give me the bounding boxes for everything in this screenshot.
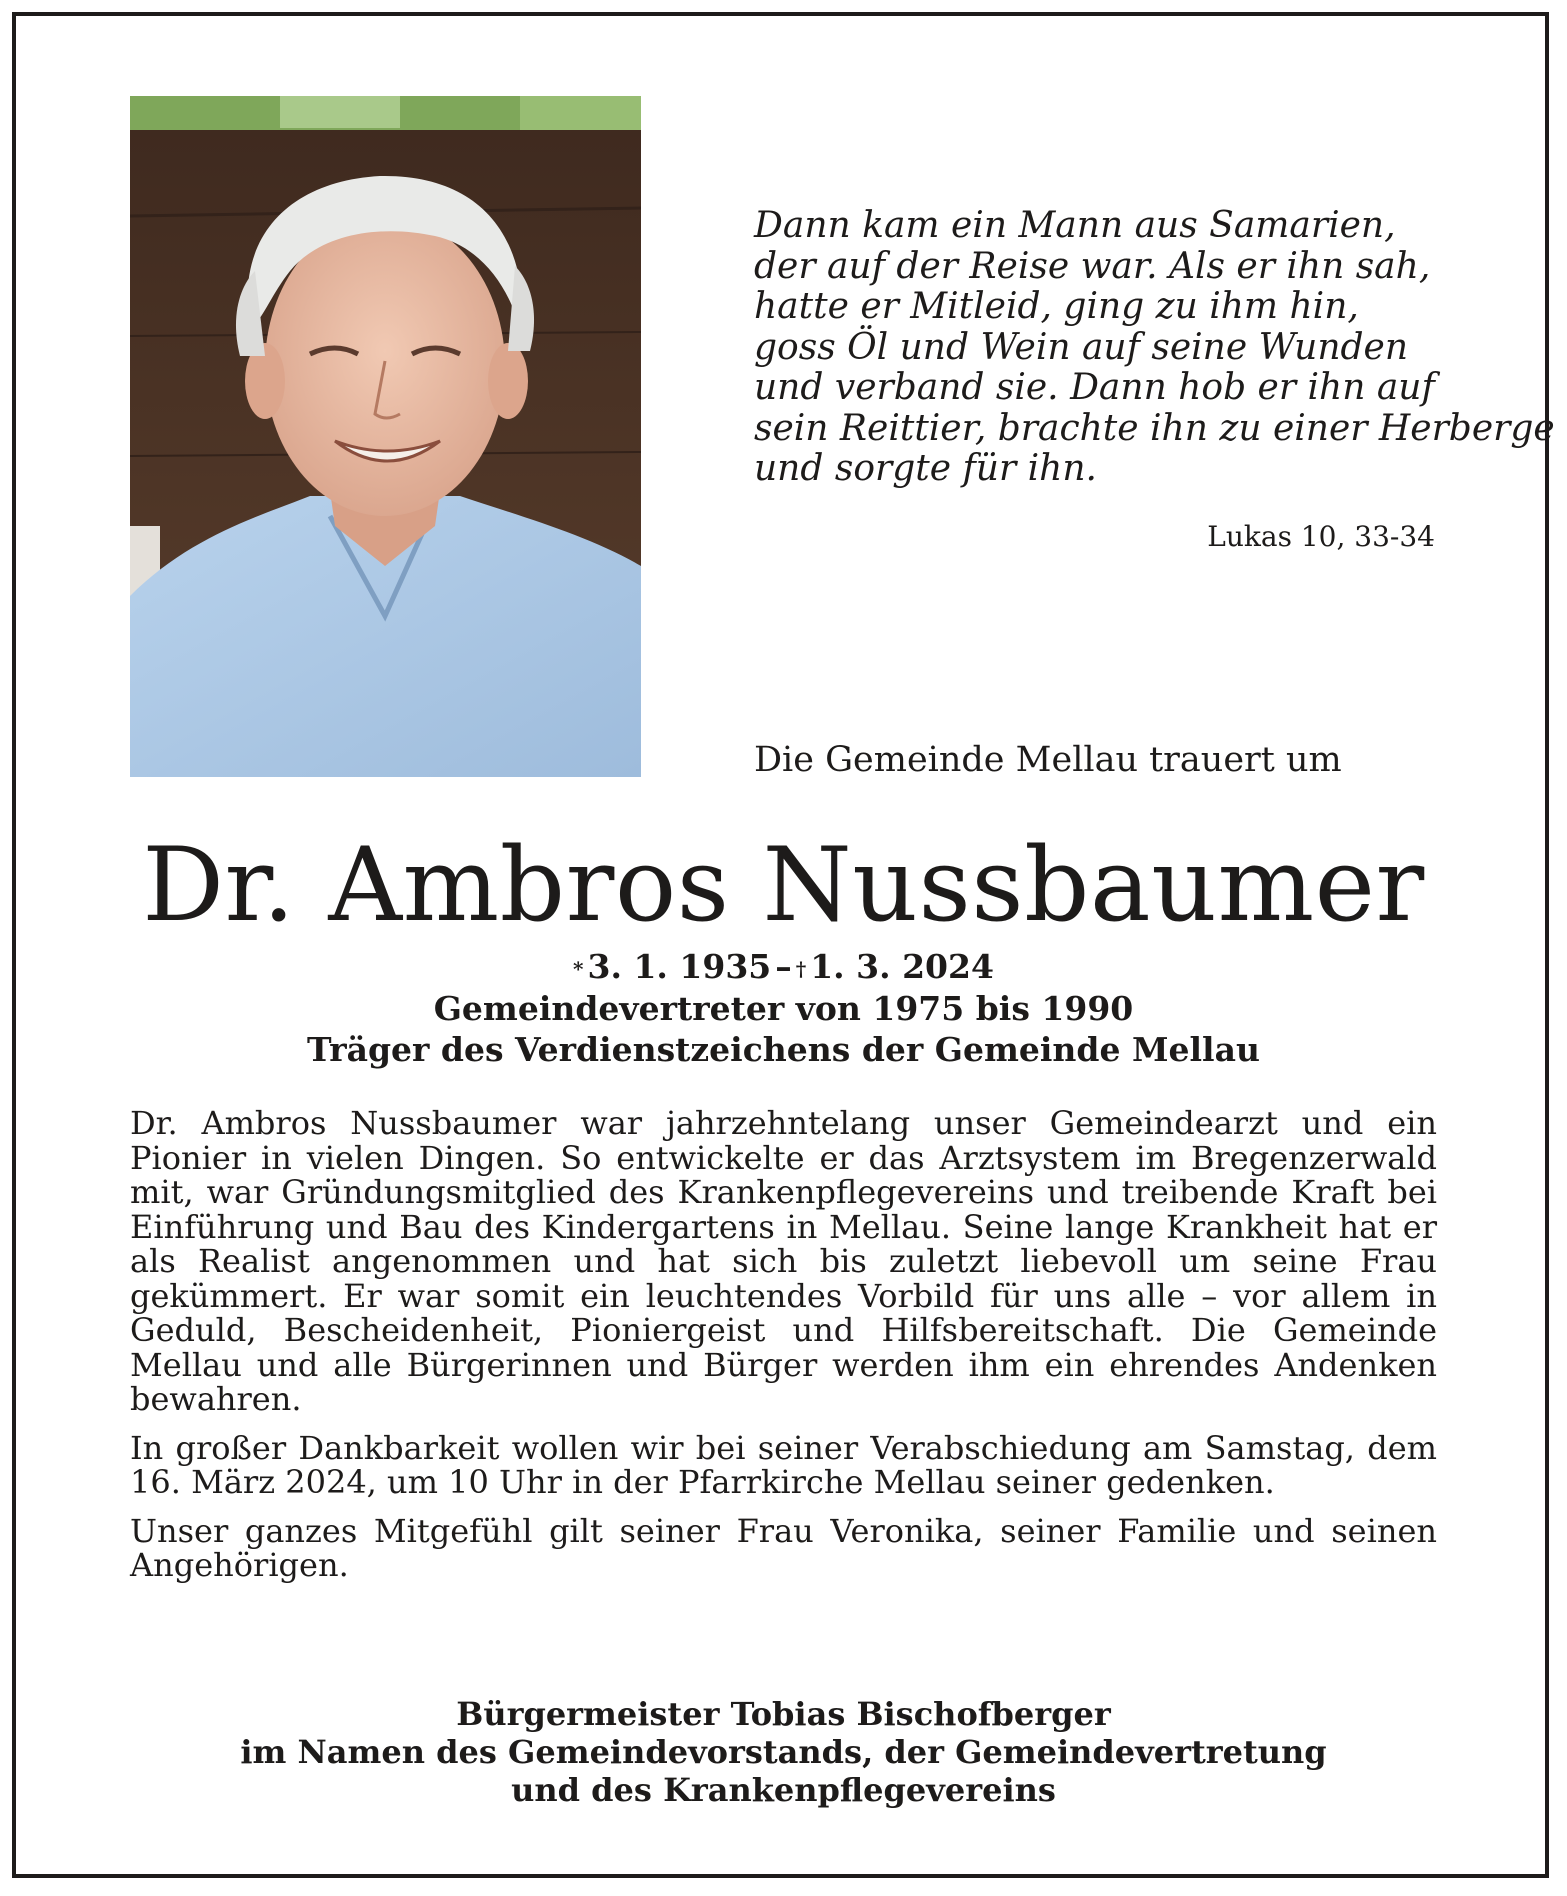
signature-line: und des Krankenpflegevereins (511, 1771, 1056, 1809)
deceased-name: Dr. Ambros Nussbaumer (142, 826, 1425, 945)
quote-reference: Lukas 10, 33-34 (1207, 520, 1435, 553)
death-symbol: † (795, 957, 807, 981)
quote-line: Dann kam ein Mann aus Samarien, (754, 205, 1396, 246)
subtitle-office: Gemeindevertreter von 1975 bis 1990 (433, 989, 1134, 1028)
quote-line: goss Öl und Wein auf seine Wunden (754, 326, 1409, 368)
signature-line: im Namen des Gemeindevorstands, der Gemeindevertretung (240, 1733, 1327, 1771)
quote-line: und sorgte für ihn. (754, 448, 1097, 489)
subtitle-honor: Träger des Verdienstzeichens der Gemeinde Mellau (307, 1030, 1260, 1069)
quote-line: hatte er Mitleid, ging zu ihm hin, (754, 286, 1359, 327)
portrait-photo (130, 96, 641, 777)
quote-line: und verband sie. Dann hob er ihn auf (754, 367, 1435, 408)
life-dates (0, 948, 1567, 986)
birth-date: 3. 1. 1935 (587, 947, 772, 986)
death-date: 1. 3. 2024 (810, 947, 994, 986)
quote-line: der auf der Reise war. Als er ihn sah, (754, 245, 1431, 287)
paragraph: Dr. Ambros Nussbaumer war jahrzehntelang unser Gemeindearzt und ein Pionier in vielen Dingen. So entwickelte er das Arztsystem im Bregenzerwald mit, war Gründungsmitglied des Krankenpflegevereins und treibende Kraft bei Einführung und Bau des Kindergartens in Mellau. Seine lange Krankheit hat er als Realist angenommen und hat sich bis zuletzt liebevoll um seine Frau gekümmert. Er war somit ein leuchtendes Vorbild für uns alle – vor allem in Geduld, Bescheidenheit, Pioniergeist und Hilfsbereitschaft. Die Gemeinde Mellau und alle Bürgerinnen und Bürger werden ihm ein ehrendes Andenken bewahren. (130, 1104, 1437, 1418)
quote-line: sein Reittier, brachte ihn zu einer Herberge (754, 407, 1555, 449)
signature-block (0, 1695, 1567, 1809)
paragraph: Unser ganzes Mitgefühl gilt seiner Frau Veronika, seiner Familie und seinen Angehörigen. (130, 1511, 1437, 1584)
intro-text: Die Gemeinde Mellau trauert um (754, 740, 1342, 780)
signature-line: Bürgermeister Tobias Bischofberger (456, 1695, 1111, 1733)
paragraph: In großer Dankbarkeit wollen wir bei seiner Verabschiedung am Samstag, dem 16. März 2024, um 10 Uhr in der Pfarrkirche Mellau seiner gedenken. (130, 1428, 1437, 1501)
obituary-text (130, 1106, 1437, 1597)
date-separator: – (775, 947, 792, 986)
bible-quote (754, 205, 1555, 490)
birth-symbol: * (573, 957, 584, 981)
